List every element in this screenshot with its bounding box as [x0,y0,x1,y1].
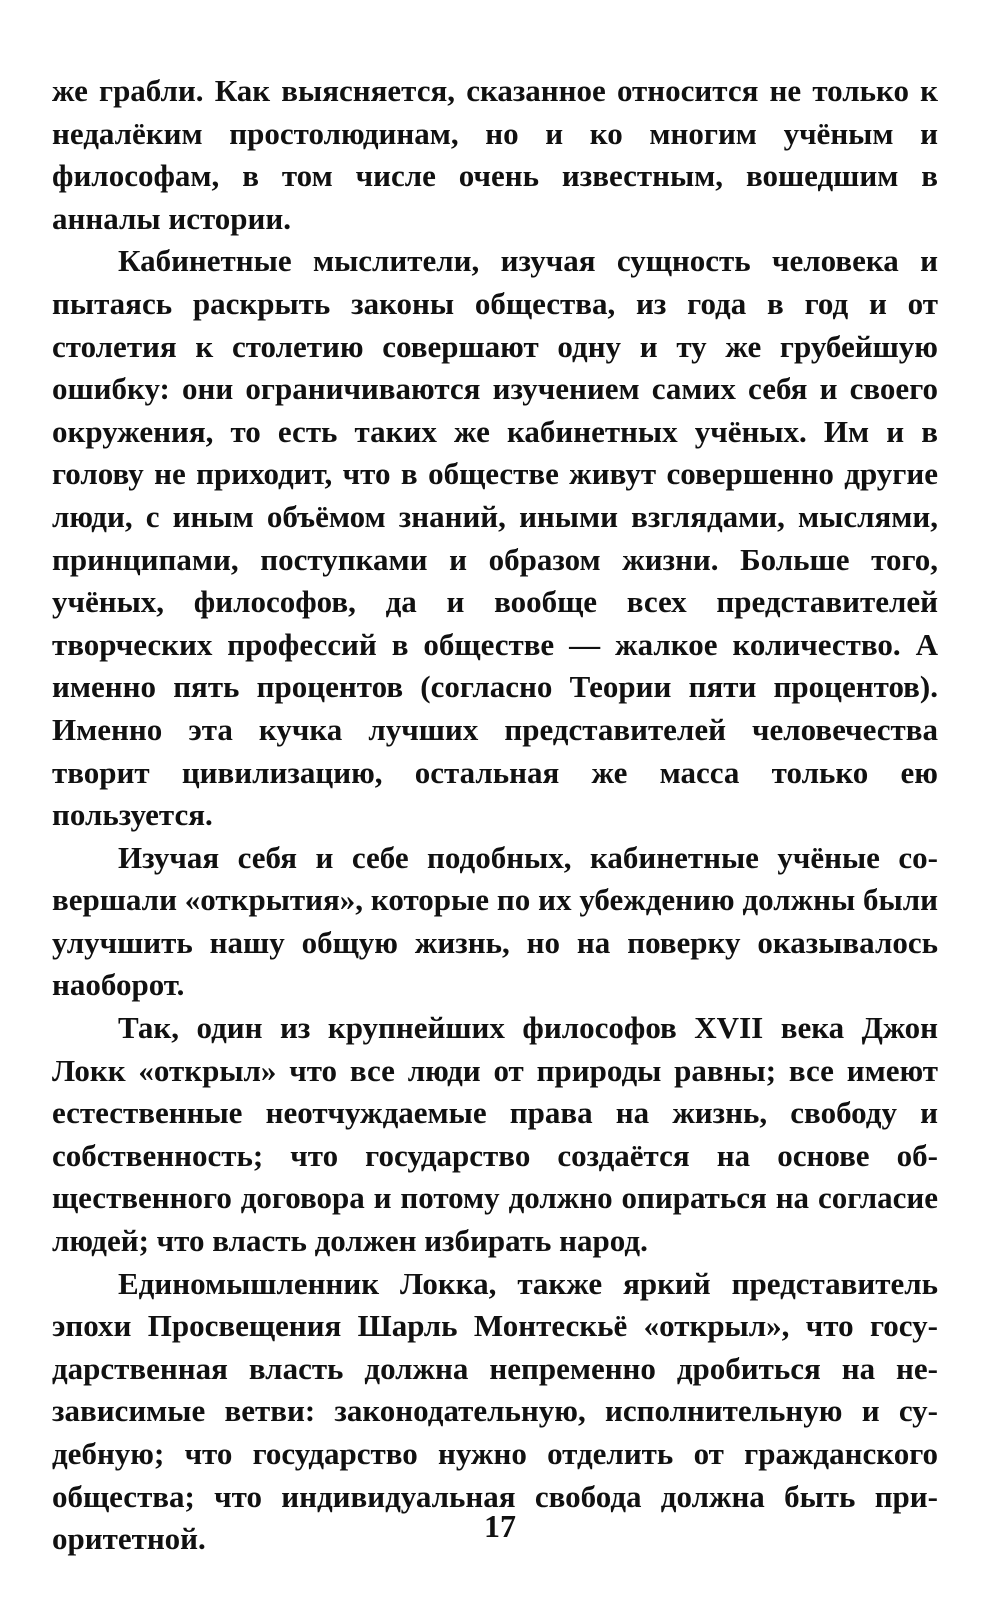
paragraph-cabinet-thinkers: Кабинетные мыслители, изучая сущность человека и пытаясь раскрыть законы общества, из года в год и от столетия к столетию совершают одну и ту же грубейшую ошибку: они ограничиваются изучением самих себя и своего окружения, то есть таких же кабинетных учёных. Им и в голову не приходит, что в обществе живут совершенно другие люди, с иным объёмом знаний, иными взглядами, мыслями, принципами, поступками и образом жизни. Больше того, учёных, философов, да и вообще всех представителей творческих профессий в обществе — жалкое количество. А именно пять процентов (согласно Теории пяти процентов). Именно эта кучка лучших представителей человечества творит цивилизацию, остальная же масса только ею пользуется. [52,243,938,833]
paragraph-discoveries: Изучая себя и себе подобных, кабинетные учёные совершали «открытия», которые по их убеждению должны были улучшить нашу общую жизнь, но на поверку оказывалось наоборот. [52,839,938,1003]
paragraph-locke: Так, один из крупнейших философов XVII века Джон Локк «открыл» что все люди от природы равны; все имеют естественные неотчуждаемые права на жизнь, свободу и собственность; что государство создаётся на основе общественного договора и потому должно опираться на согласие людей; что власть должен избирать народ. [52,1010,938,1259]
paragraph-continuation: же грабли. Как выясняется, сказанное относится не только к недалёким простолюдинам, но и ко многим учёным и философам, в том числе очень известным, вошедшим в анналы истории. [52,73,938,236]
paragraph-montesquieu: Единомышленник Локка, также яркий представитель эпохи Просвещения Шарль Монтескьё «открыл», что государственная власть должна непременно дробиться на независимые ветви: законодательную, исполнительную и судебную; что государство нужно отделить от гражданского общества; что индивидуальная свобода должна быть приоритетной. [52,1265,938,1557]
page-number: 17 [484,1508,516,1544]
body-text [52,70,938,1561]
